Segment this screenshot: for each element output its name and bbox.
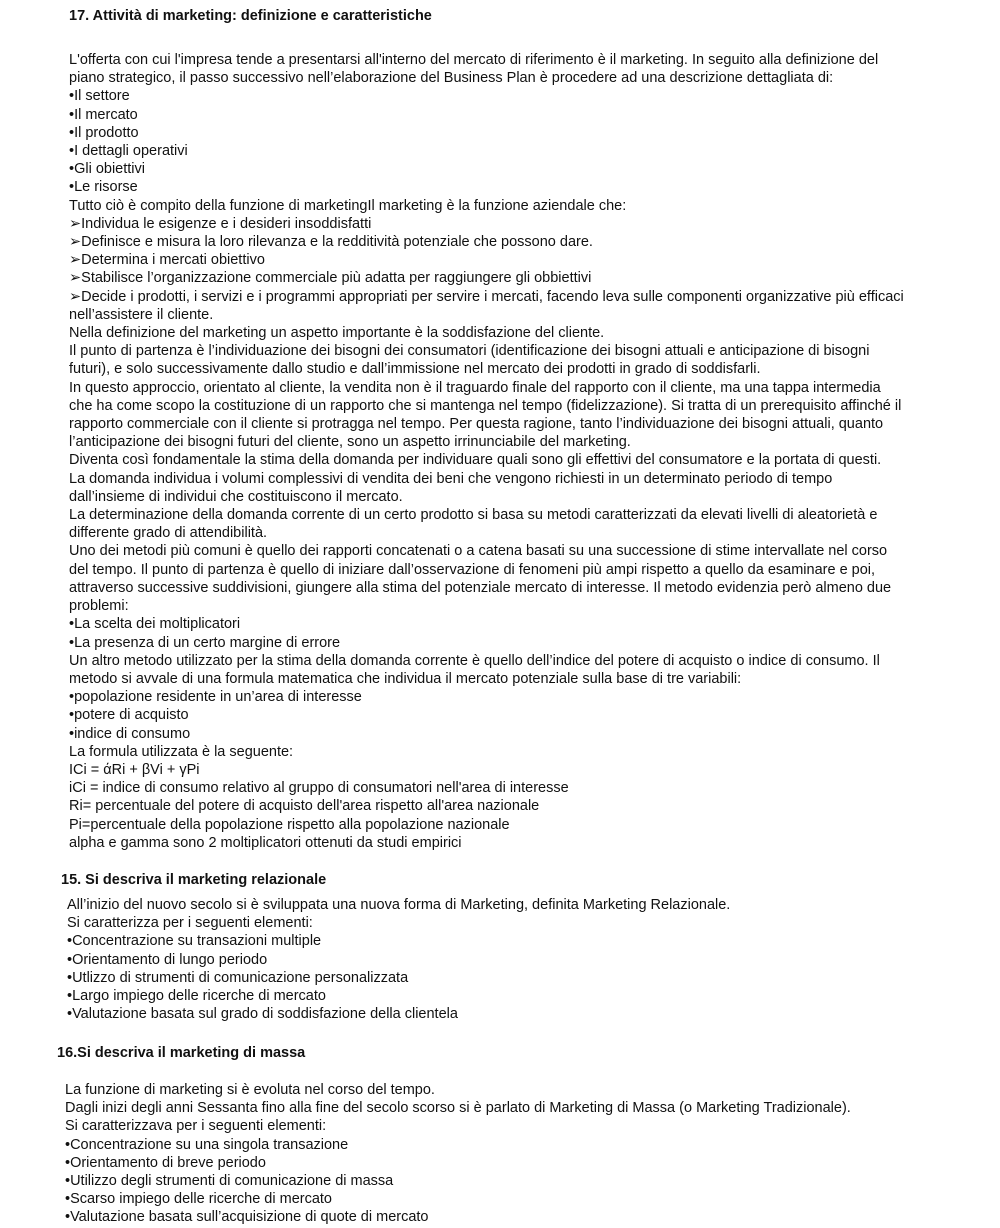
text-line: metodo si avvale di una formula matematica che individua il mercato potenziale sulla base di tre variabili: <box>69 670 742 687</box>
text-line: •La presenza di un certo margine di errore <box>69 634 341 651</box>
text-line: l’anticipazione dei bisogni futuri del cliente, sono un aspetto irrinunciabile del marketing. <box>69 434 631 451</box>
text-line: ➢Determina i mercati obiettivo <box>69 252 265 269</box>
text-line: Pi=percentuale della popolazione rispetto alla popolazione nazionale <box>69 816 510 833</box>
section-marketing-relazionale <box>0 870 1000 1023</box>
text-line: •Valutazione basata sul grado di soddisfazione della clientela <box>67 1006 458 1023</box>
section-attivita-marketing <box>0 6 1000 852</box>
text-line: Diventa così fondamentale la stima della domanda per individuare quali sono gli effettivi del consumatore e la portata di questi. <box>69 452 882 469</box>
text-line: differente grado di attendibilità. <box>69 525 268 542</box>
text-line: In questo approccio, orientato al cliente, la vendita non è il traguardo finale del rapporto con il cliente, ma una tappa intermedia <box>69 379 881 396</box>
text-line: alpha e gamma sono 2 moltiplicatori ottenuti da studi empirici <box>69 834 462 851</box>
text-line: nell’assistere il cliente. <box>69 306 214 323</box>
text-line: •Utlizzo di strumenti di comunicazione personalizzata <box>67 969 409 986</box>
text-line: •I dettagli operativi <box>69 143 188 160</box>
text-line: •Il settore <box>69 88 130 105</box>
text-line: •Il prodotto <box>69 124 139 141</box>
text-line: La formula utilizzata è la seguente: <box>69 743 294 760</box>
text-line: All’inizio del nuovo secolo si è sviluppata una nuova forma di Marketing, definita Marketing Relazionale. <box>67 897 731 913</box>
text-line: Nella definizione del marketing un aspetto importante è la soddisfazione del cliente. <box>69 325 605 342</box>
text-line: Dagli inizi degli anni Sessanta fino alla fine del secolo scorso si è parlato di Marketing di Massa (o Marketing Tradizionale). <box>65 1100 851 1117</box>
text-line: •Il mercato <box>69 106 138 123</box>
section-title: 15. Si descriva il marketing relazionale <box>61 872 327 888</box>
section-body <box>0 51 944 852</box>
text-line: •Utilizzo degli strumenti di comunicazione di massa <box>65 1173 394 1190</box>
text-line: •Gli obiettivi <box>69 161 145 178</box>
text-line: problemi: <box>69 598 129 615</box>
text-line: •Valutazione basata sull’acquisizione di quote di mercato <box>65 1209 429 1226</box>
text-line: Uno dei metodi più comuni è quello dei rapporti concatenati o a catena basati su una successione di stime intervallate nel corso <box>69 543 888 560</box>
text-line: rapporto commerciale con il cliente si protragga nel tempo. Per questa ragione, tanto l’individuazione dei bisogni attuali, quanto <box>69 416 884 433</box>
text-line: •Le risorse <box>69 179 138 196</box>
text-line: ➢Stabilisce l’organizzazione commerciale più adatta per raggiungere gli obbiettivi <box>69 270 592 287</box>
section-title: 17. Attività di marketing: definizione e caratteristiche <box>69 8 432 24</box>
section-body <box>0 896 947 1023</box>
text-line: Un altro metodo utilizzato per la stima della domanda corrente è quello dell’indice del potere di acquisto o indice di consumo. Il <box>69 652 880 669</box>
text-line: •indice di consumo <box>69 725 191 742</box>
text-line: che ha come scopo la costituzione di un rapporto che si mantenga nel tempo (fidelizzazione). Si tratta di un prerequisito affinché il <box>69 397 902 414</box>
text-line: La domanda individua i volumi complessivi di vendita dei beni che vengono richiesti in un determinato periodo di tempo <box>69 470 833 487</box>
text-line: •La scelta dei moltiplicatori <box>69 616 241 633</box>
text-line: del tempo. Il punto di partenza è quello di iniziare dall’osservazione di fenomeni più ampi rispetto a quello da esaminare e poi, <box>69 561 876 578</box>
text-line: La funzione di marketing si è evoluta nel corso del tempo. <box>65 1082 435 1098</box>
text-line: •Orientamento di breve periodo <box>65 1154 266 1171</box>
text-line: •Orientamento di lungo periodo <box>67 951 268 968</box>
text-line: L'offerta con cui l'impresa tende a presentarsi all'interno del mercato di riferimento è il marketing. In seguito alla definizione del <box>69 52 879 68</box>
text-line: piano strategico, il passo successivo nell’elaborazione del Business Plan è procedere ad una descrizione dettagliata di: <box>69 70 834 87</box>
text-line: ➢Individua le esigenze e i desideri insoddisfatti <box>69 215 372 232</box>
text-line: •potere di acquisto <box>69 707 189 724</box>
text-line: Il punto di partenza è l’individuazione dei bisogni dei consumatori (identificazione dei bisogni attuali e anticipazione di bisogni <box>69 343 870 360</box>
section-marketing-di-massa <box>0 1043 1000 1227</box>
text-line: •popolazione residente in un’area di interesse <box>69 689 362 706</box>
text-line: dall’insieme di individui che costituiscono il mercato. <box>69 488 403 505</box>
text-line: iCi = indice di consumo relativo al gruppo di consumatori nell'area di interesse <box>69 780 569 797</box>
text-line: ➢Decide i prodotti, i servizi e i programmi appropriati per servire i mercati, facendo leva sulle componenti organizzative più efficaci <box>69 288 904 305</box>
text-line: Si caratterizzava per i seguenti elementi: <box>65 1118 327 1135</box>
text-line: •Scarso impiego delle ricerche di mercato <box>65 1191 332 1208</box>
text-line: La determinazione della domanda corrente di un certo prodotto si basa su metodi caratterizzati da elevati livelli di aleatorietà e <box>69 507 878 524</box>
section-body <box>0 1081 945 1227</box>
text-line: •Concentrazione su una singola transazione <box>65 1136 349 1153</box>
text-line: attraverso successive suddivisioni, giungere alla stima del potenziale mercato di interesse. Il metodo evidenzia però almeno due <box>69 579 892 596</box>
text-line: ICi = άRi + βVi + γPi <box>69 761 200 778</box>
text-line: ➢Definisce e misura la loro rilevanza e la redditività potenziale che possono dare. <box>69 234 593 251</box>
text-line: futuri), e solo successivamente dallo studio e dall’immissione nel mercato dei prodotti in grado di soddisfarli. <box>69 361 761 378</box>
text-line: Si caratterizza per i seguenti elementi: <box>67 915 313 932</box>
text-line: Ri= percentuale del potere di acquisto dell'area rispetto all'area nazionale <box>69 798 540 815</box>
text-line: •Largo impiego delle ricerche di mercato <box>67 988 326 1005</box>
section-title: 16.Si descriva il marketing di massa <box>57 1045 306 1061</box>
text-line: Tutto ciò è compito della funzione di marketingIl marketing è la funzione aziendale che: <box>69 197 627 214</box>
text-line: •Concentrazione su transazioni multiple <box>67 933 322 950</box>
